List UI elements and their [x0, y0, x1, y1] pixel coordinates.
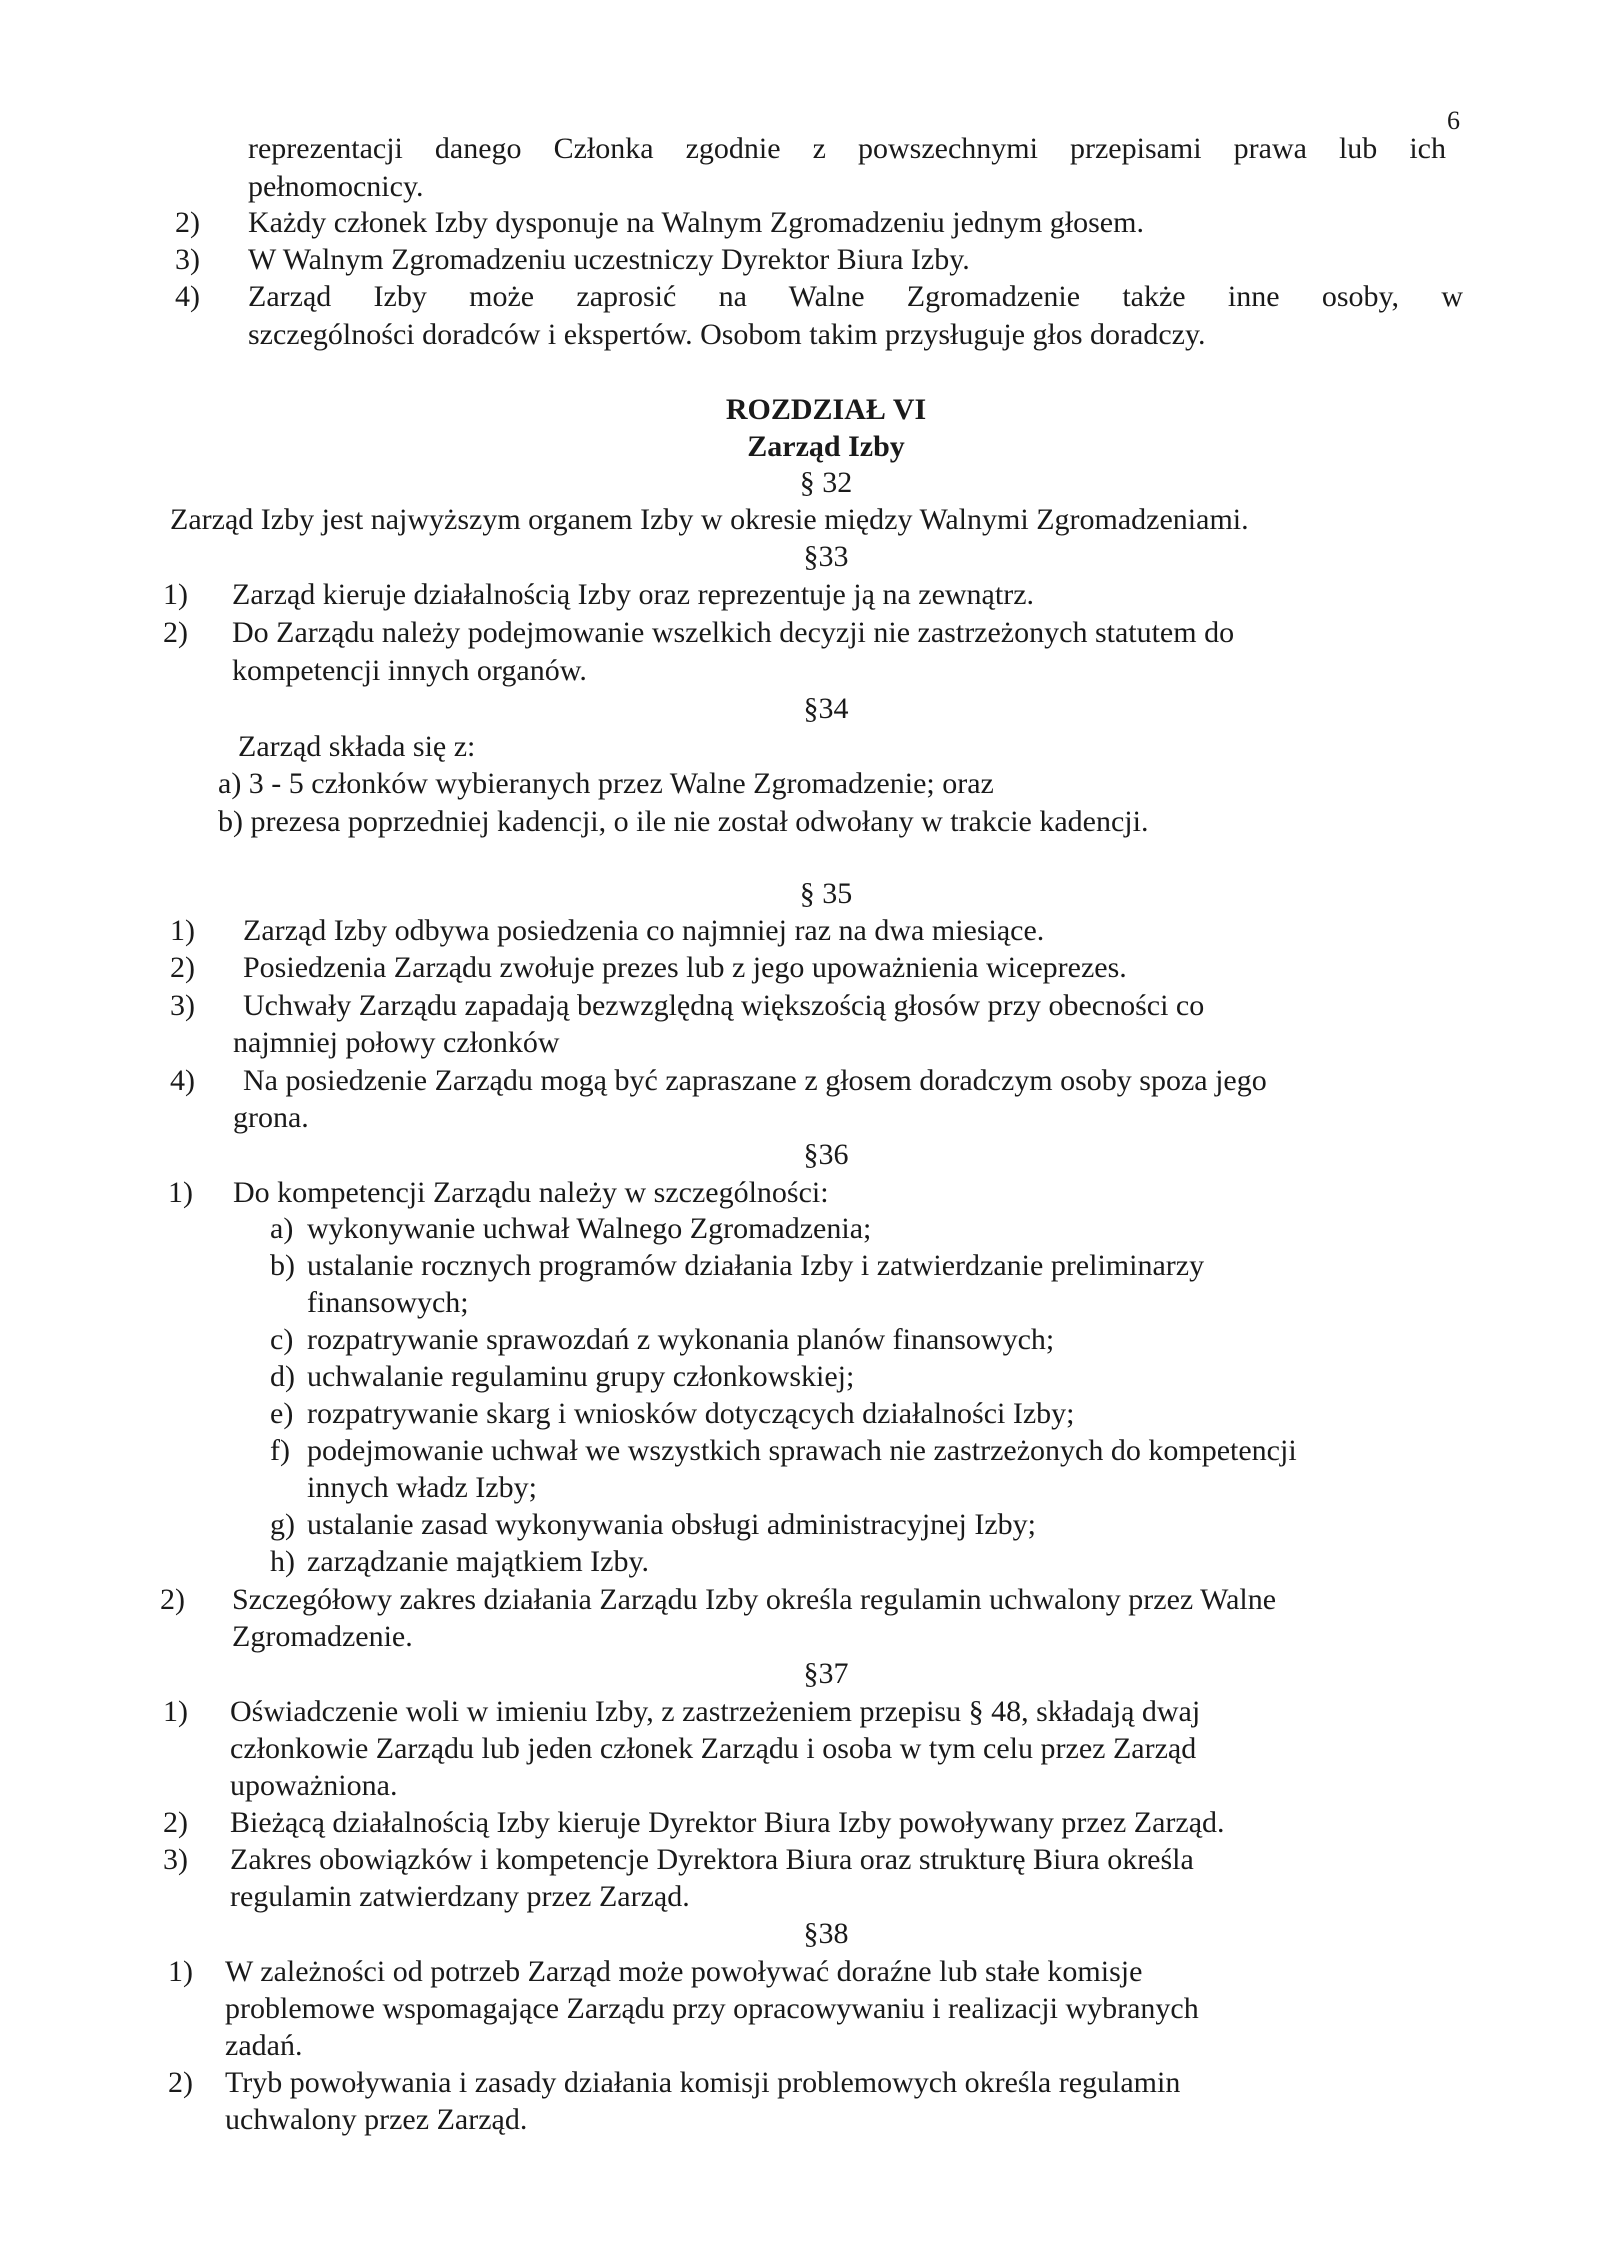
list-item-continuation: upoważniona.: [230, 1769, 398, 1802]
item-number: 1): [170, 914, 195, 947]
paragraph-heading: § 32: [799, 466, 853, 499]
intro-line-2: pełnomocnicy.: [248, 170, 424, 203]
list-item: Tryb powoływania i zasady działania komisji problemowych określa regulamin: [225, 2066, 1181, 2099]
list-item: a) 3 - 5 członków wybieranych przez Walne Zgromadzenie; oraz: [218, 767, 994, 800]
item-number: 3): [170, 989, 195, 1022]
sub-item: uchwalanie regulaminu grupy członkowskiej;: [307, 1360, 855, 1393]
page-number: 6: [1447, 106, 1460, 135]
paragraph-heading: §38: [803, 1917, 849, 1950]
sub-item-letter: f): [270, 1434, 290, 1467]
sub-item: rozpatrywanie sprawozdań z wykonania planów finansowych;: [307, 1323, 1055, 1356]
sub-item-letter: g): [270, 1508, 295, 1541]
paragraph-text: Zarząd Izby jest najwyższym organem Izby w okresie między Walnymi Zgromadzeniami.: [170, 503, 1249, 536]
item-number: 2): [175, 206, 200, 239]
sub-item-letter: d): [270, 1360, 295, 1393]
sub-item-letter: a): [270, 1212, 294, 1245]
sub-item-letter: h): [270, 1545, 295, 1578]
list-item: Na posiedzenie Zarządu mogą być zapraszane z głosem doradczym osoby spoza jego: [243, 1064, 1267, 1097]
list-item: Każdy członek Izby dysponuje na Walnym Zgromadzeniu jednym głosem.: [248, 206, 1144, 239]
list-item-continuation: problemowe wspomagające Zarządu przy opracowywaniu i realizacji wybranych: [225, 1992, 1199, 2025]
list-item: Zarząd Izby odbywa posiedzenia co najmniej raz na dwa miesiące.: [243, 914, 1045, 947]
list-item-continuation: członkowie Zarządu lub jeden członek Zarządu i osoba w tym celu przez Zarząd: [230, 1732, 1197, 1765]
list-item: W zależności od potrzeb Zarząd może powoływać doraźne lub stałe komisje: [225, 1955, 1143, 1988]
sub-item-continuation: innych władz Izby;: [307, 1471, 537, 1504]
chapter-title: ROZDZIAŁ VI: [725, 393, 927, 426]
paragraph-heading: §37: [803, 1657, 849, 1690]
sub-item: ustalanie rocznych programów działania Izby i zatwierdzanie preliminarzy: [307, 1249, 1205, 1282]
item-number: 1): [163, 1695, 188, 1728]
list-item-continuation: Zgromadzenie.: [232, 1620, 413, 1653]
paragraph-intro: Zarząd składa się z:: [238, 730, 476, 763]
list-item: Do kompetencji Zarządu należy w szczególności:: [233, 1176, 829, 1209]
paragraph-heading: § 35: [799, 877, 853, 910]
item-number: 2): [168, 2066, 193, 2099]
sub-item: rozpatrywanie skarg i wniosków dotyczących działalności Izby;: [307, 1397, 1075, 1430]
list-item: Uchwały Zarządu zapadają bezwzględną większością głosów przy obecności co: [243, 989, 1205, 1022]
list-item: Oświadczenie woli w imieniu Izby, z zastrzeżeniem przepisu § 48, składają dwaj: [230, 1695, 1201, 1728]
item-number: 2): [163, 616, 188, 649]
sub-item: ustalanie zasad wykonywania obsługi administracyjnej Izby;: [307, 1508, 1036, 1541]
list-item-continuation: uchwalony przez Zarząd.: [225, 2103, 528, 2136]
list-item: Do Zarządu należy podejmowanie wszelkich decyzji nie zastrzeżonych statutem do: [232, 616, 1235, 649]
item-number: 3): [163, 1843, 188, 1876]
list-item: b) prezesa poprzedniej kadencji, o ile nie został odwołany w trakcie kadencji.: [218, 805, 1149, 838]
item-number: 2): [160, 1583, 185, 1616]
list-item-continuation: zadań.: [225, 2029, 303, 2062]
list-item: Zakres obowiązków i kompetencje Dyrektora Biura oraz strukturę Biura określa: [230, 1843, 1194, 1876]
sub-item-letter: b): [270, 1249, 295, 1282]
item-number: 1): [168, 1955, 193, 1988]
list-item: Zarząd Izby może zaprosić na Walne Zgromadzenie także inne osoby, w: [248, 280, 1463, 313]
item-number: 4): [170, 1064, 195, 1097]
item-number: 3): [175, 243, 200, 276]
item-number: 2): [170, 951, 195, 984]
sub-item: zarządzanie majątkiem Izby.: [307, 1545, 650, 1578]
chapter-subtitle: Zarząd Izby: [747, 430, 905, 463]
list-item: Posiedzenia Zarządu zwołuje prezes lub z jego upoważnienia wiceprezes.: [243, 951, 1127, 984]
list-item-continuation: szczególności doradców i ekspertów. Osobom takim przysługuje głos doradczy.: [248, 318, 1206, 351]
sub-item: wykonywanie uchwał Walnego Zgromadzenia;: [307, 1212, 872, 1245]
list-item: W Walnym Zgromadzeniu uczestniczy Dyrektor Biura Izby.: [248, 243, 970, 276]
item-number: 1): [168, 1176, 193, 1209]
list-item-continuation: regulamin zatwierdzany przez Zarząd.: [230, 1880, 690, 1913]
sub-item: podejmowanie uchwał we wszystkich sprawach nie zastrzeżonych do kompetencji: [307, 1434, 1297, 1467]
list-item: Szczegółowy zakres działania Zarządu Izby określa regulamin uchwalony przez Walne: [232, 1583, 1277, 1616]
paragraph-heading: §33: [803, 540, 849, 573]
item-number: 1): [163, 578, 188, 611]
paragraph-heading: §34: [803, 692, 849, 725]
list-item: Zarząd kieruje działalnością Izby oraz reprezentuje ją na zewnątrz.: [232, 578, 1035, 611]
intro-line-1: reprezentacji danego Członka zgodnie z powszechnymi przepisami prawa lub ich: [248, 132, 1446, 165]
list-item-continuation: najmniej połowy członków: [233, 1026, 560, 1059]
list-item: Bieżącą działalnością Izby kieruje Dyrektor Biura Izby powoływany przez Zarząd.: [230, 1806, 1225, 1839]
list-item-continuation: grona.: [233, 1101, 309, 1134]
sub-item-letter: c): [270, 1323, 294, 1356]
sub-item-letter: e): [270, 1397, 294, 1430]
item-number: 4): [175, 280, 200, 313]
item-number: 2): [163, 1806, 188, 1839]
paragraph-heading: §36: [803, 1138, 849, 1171]
list-item-continuation: kompetencji innych organów.: [232, 654, 587, 687]
sub-item-continuation: finansowych;: [307, 1286, 469, 1319]
